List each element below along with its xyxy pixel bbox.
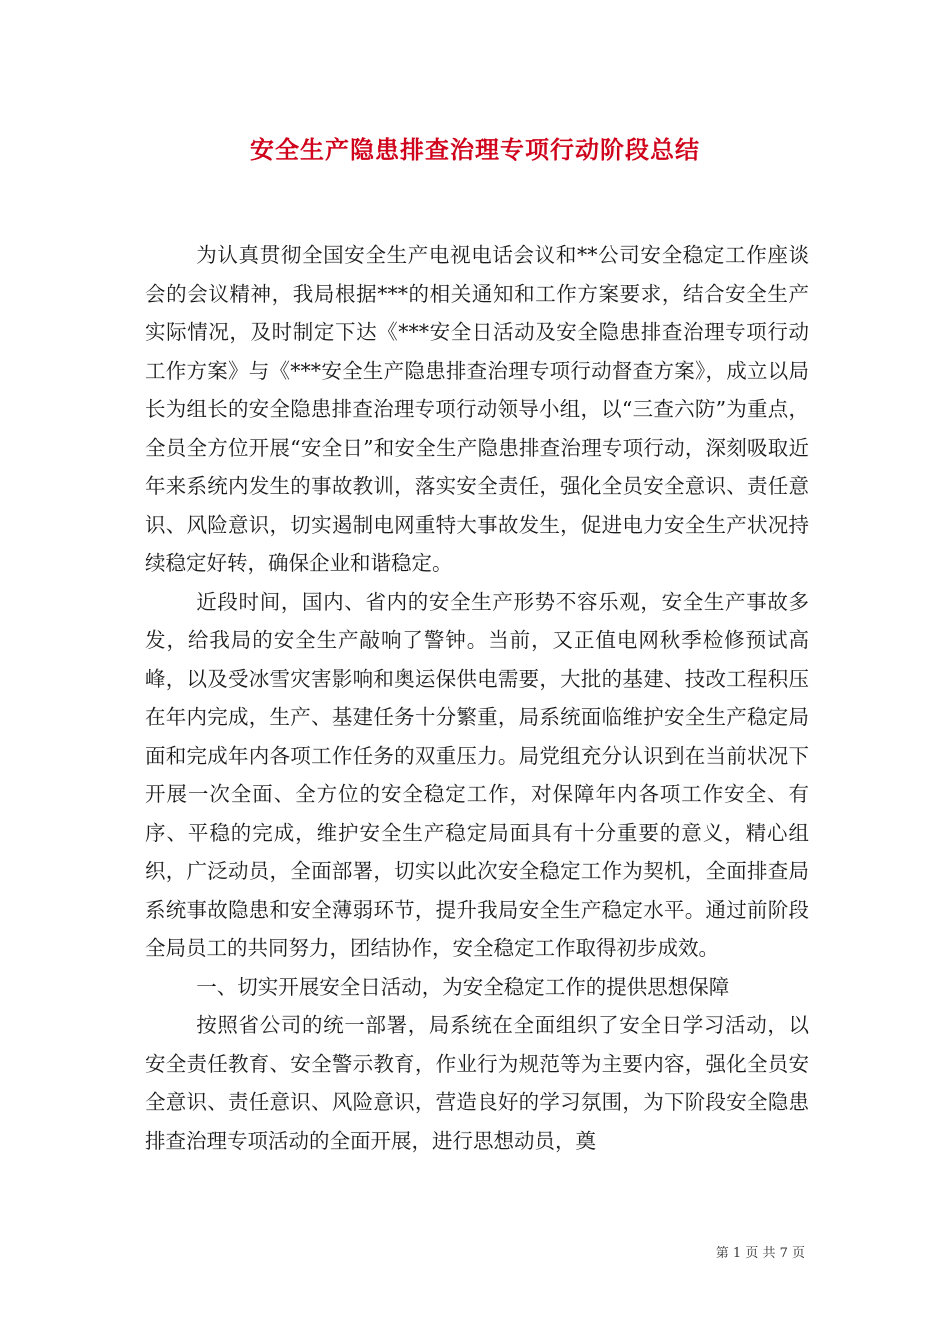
section-heading-1: 一、切实开展安全日活动，为安全稳定工作的提供思想保障 (196, 974, 730, 999)
paragraph-1: 为认真贯彻全国安全生产电视电话会议和**公司安全稳定工作座谈会的会议精神，我局根据***的相关通知和工作方案要求，结合安全生产实际情况，及时制定下达《***安全日活动及安全隐患排查治理专项行动工作方案》与《***安全生产隐患排查治理专项行动督查方案》，成立以局长为组长的安全隐患排查治理专项行动领导小组，以“三查六防”为重点，全员全方位开展“安全日”和安全生产隐患排查治理专项行动，深刻吸取近年来系统内发生的事故教训，落实安全责任，强化全员安全意识、责任意识、风险意识，切实遏制电网重特大事故发生，促进电力安全生产状况持续稳定好转，确保企业和谐稳定。 (145, 243, 809, 575)
paragraph-3: 按照省公司的统一部署，局系统在全面组织了安全日学习活动，以安全责任教育、安全警示教育，作业行为规范等为主要内容，强化全员安全意识、责任意识、风险意识，营造良好的学习氛围，为下阶段安全隐患排查治理专项活动的全面开展，进行思想动员，奠 (145, 1013, 809, 1153)
page-number: 第 1 页 共 7 页 (715, 1246, 805, 1261)
document-body (145, 236, 809, 1160)
paragraph-2: 近段时间，国内、省内的安全生产形势不容乐观，安全生产事故多发，给我局的安全生产敲响了警钟。当前，又正值电网秋季检修预试高峰，以及受冰雪灾害影响和奥运保供电需要，大批的基建、技改工程积压在年内完成，生产、基建任务十分繁重，局系统面临维护安全生产稳定局面和完成年内各项工作任务的双重压力。局党组充分认识到在当前状况下开展一次全面、全方位的安全稳定工作，对保障年内各项工作安全、有序、平稳的完成，维护安全生产稳定局面具有十分重要的意义，精心组织，广泛动员，全面部署，切实以此次安全稳定工作为契机，全面排查局系统事故隐患和安全薄弱环节，提升我局安全生产稳定水平。通过前阶段全局员工的共同努力，团结协作，安全稳定工作取得初步成效。 (145, 589, 809, 960)
document-title: 安全生产隐患排查治理专项行动阶段总结 (250, 135, 700, 164)
